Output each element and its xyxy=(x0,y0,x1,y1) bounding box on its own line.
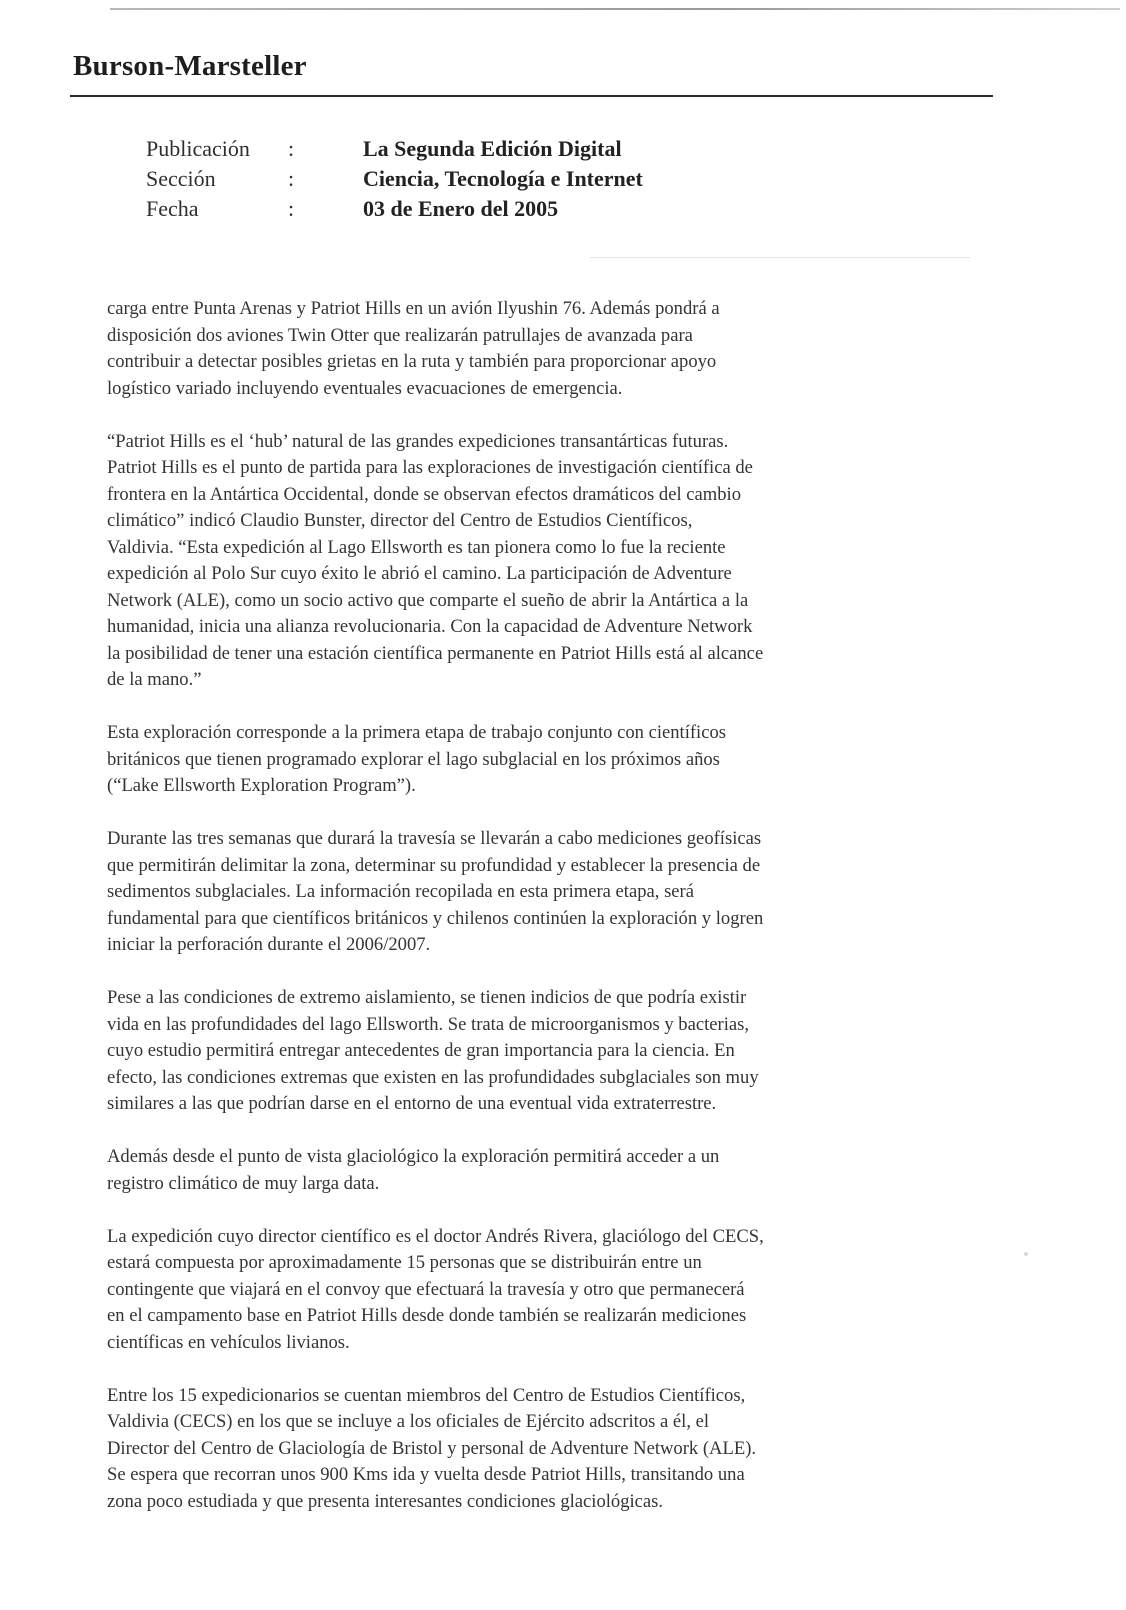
brand-name: Burson-Marsteller xyxy=(73,50,307,82)
article-line: expedición al Polo Sur cuyo éxito le abrió el camino. La participación de Adventure xyxy=(107,563,732,584)
scan-edge-line xyxy=(110,8,1120,10)
article-line: en el campamento base en Patriot Hills desde donde también se realizarán mediciones xyxy=(107,1305,747,1326)
article-line: vida en las profundidades del lago Ellsworth. Se trata de microorganismos y bacterias, xyxy=(107,1013,750,1035)
article-line: zona poco estudiada y que presenta interesantes condiciones glaciológicas. xyxy=(107,1490,664,1512)
article-line: contingente que viajará en el convoy que efectuará la travesía y otro que permanecerá xyxy=(107,1278,745,1300)
meta-label: Publicación xyxy=(146,136,250,161)
article-line: de la mano.” xyxy=(107,669,202,690)
article-line: sedimentos subglaciales. La información recopilada en esta primera etapa, será xyxy=(107,881,695,902)
article-line: Patriot Hills es el punto de partida para las exploraciones de investigación científica de xyxy=(107,457,753,478)
article-paragraph xyxy=(107,1224,947,1357)
article-paragraph xyxy=(107,720,947,800)
article-line: efecto, las condiciones extremas que existen en las profundidades subglaciales son muy xyxy=(107,1066,759,1088)
article-line: climático” indicó Claudio Bunster, director del Centro de Estudios Científicos, xyxy=(107,510,693,531)
article-paragraph xyxy=(107,429,947,694)
meta-colon: : xyxy=(288,166,295,191)
article-line: científicas en vehículos livianos. xyxy=(107,1331,350,1353)
meta-label: Sección xyxy=(146,166,216,191)
meta-colon: : xyxy=(288,196,295,221)
article-line: iniciar la perforación durante el 2006/2007. xyxy=(107,934,431,955)
article-line: que permitirán delimitar la zona, determinar su profundidad y establecer la presencia de xyxy=(107,854,761,876)
meta-row-date xyxy=(146,194,866,224)
article-line: Network (ALE), como un socio activo que comparte el sueño de abrir la Antártica a la xyxy=(107,589,749,611)
article-line: humanidad, inicia una alianza revolucionaria. Con la capacidad de Adventure Network xyxy=(107,616,753,637)
article-line: carga entre Punta Arenas y Patriot Hills en un avión Ilyushin 76. Además pondrá a xyxy=(107,298,720,319)
article-line: (“Lake Ellsworth Exploration Program”). xyxy=(107,775,416,796)
article-line: cuyo estudio permitirá entregar antecedentes de gran importancia para la ciencia. En xyxy=(107,1040,735,1061)
article-paragraph xyxy=(107,1144,947,1197)
article-paragraph xyxy=(107,826,947,959)
meta-colon: : xyxy=(288,136,295,161)
meta-value: Ciencia, Tecnología e Internet xyxy=(363,166,643,191)
article-line: Entre los 15 expedicionarios se cuentan miembros del Centro de Estudios Científicos, xyxy=(107,1384,746,1406)
publication-meta xyxy=(146,134,866,224)
meta-value: 03 de Enero del 2005 xyxy=(363,196,559,221)
meta-label: Fecha xyxy=(146,196,199,221)
article-line: “Patriot Hills es el ‘hub’ natural de las grandes expediciones transantárticas futuras. xyxy=(107,430,729,452)
article-line: Valdivia (CECS) en los que se incluye a los oficiales de Ejército adscritos a él, el xyxy=(107,1411,710,1432)
article-line: Director del Centro de Glaciología de Bristol y personal de Adventure Network (ALE). xyxy=(107,1437,757,1459)
article-line: Valdivia. “Esta expedición al Lago Ellsworth es tan pionera como lo fue la reciente xyxy=(107,536,726,558)
article-line: logístico variado incluyendo eventuales evacuaciones de emergencia. xyxy=(107,377,623,399)
article-line: disposición dos aviones Twin Otter que realizarán patrullajes de avanzada para xyxy=(107,324,693,346)
article-line: fundamental para que científicos británicos y chilenos continúen la exploración y logren xyxy=(107,907,764,929)
meta-value: La Segunda Edición Digital xyxy=(363,136,622,161)
article-paragraph xyxy=(107,1383,947,1516)
meta-row-section xyxy=(146,164,866,194)
article-line: Pese a las condiciones de extremo aislamiento, se tienen indicios de que podría existir xyxy=(107,987,747,1008)
article-body xyxy=(107,296,947,1542)
article-line: contribuir a detectar posibles grietas en la ruta y también para proporcionar apoyo xyxy=(107,351,717,372)
article-line: la posibilidad de tener una estación científica permanente en Patriot Hills está al alcance xyxy=(107,642,764,664)
article-line: Esta exploración corresponde a la primera etapa de trabajo conjunto con científicos xyxy=(107,722,727,743)
article-line: estará compuesta por aproximadamente 15 personas que se distribuirán entre un xyxy=(107,1252,702,1273)
article-line: británicos que tienen programado explorar el lago subglacial en los próximos años xyxy=(107,748,720,770)
article-line: registro climático de muy larga data. xyxy=(107,1172,380,1194)
article-paragraph xyxy=(107,985,947,1118)
meta-row-publication xyxy=(146,134,866,164)
scan-speck xyxy=(1024,1252,1028,1256)
header-rule xyxy=(70,95,993,97)
article-line: Durante las tres semanas que durará la travesía se llevarán a cabo mediciones geofísicas xyxy=(107,828,762,849)
article-line: Se espera que recorran unos 900 Kms ida y vuelta desde Patriot Hills, transitando una xyxy=(107,1464,745,1485)
article-line: frontera en la Antártica Occidental, donde se observan efectos dramáticos del cambio xyxy=(107,483,741,505)
article-line: similares a las que podrían darse en el entorno de una eventual vida extraterrestre. xyxy=(107,1093,717,1114)
article-paragraph xyxy=(107,296,947,402)
article-line: Además desde el punto de vista glaciológico la exploración permitirá acceder a un xyxy=(107,1146,720,1167)
article-line: La expedición cuyo director científico es el doctor Andrés Rivera, glaciólogo del CECS, xyxy=(107,1225,764,1247)
meta-separator xyxy=(590,257,970,258)
